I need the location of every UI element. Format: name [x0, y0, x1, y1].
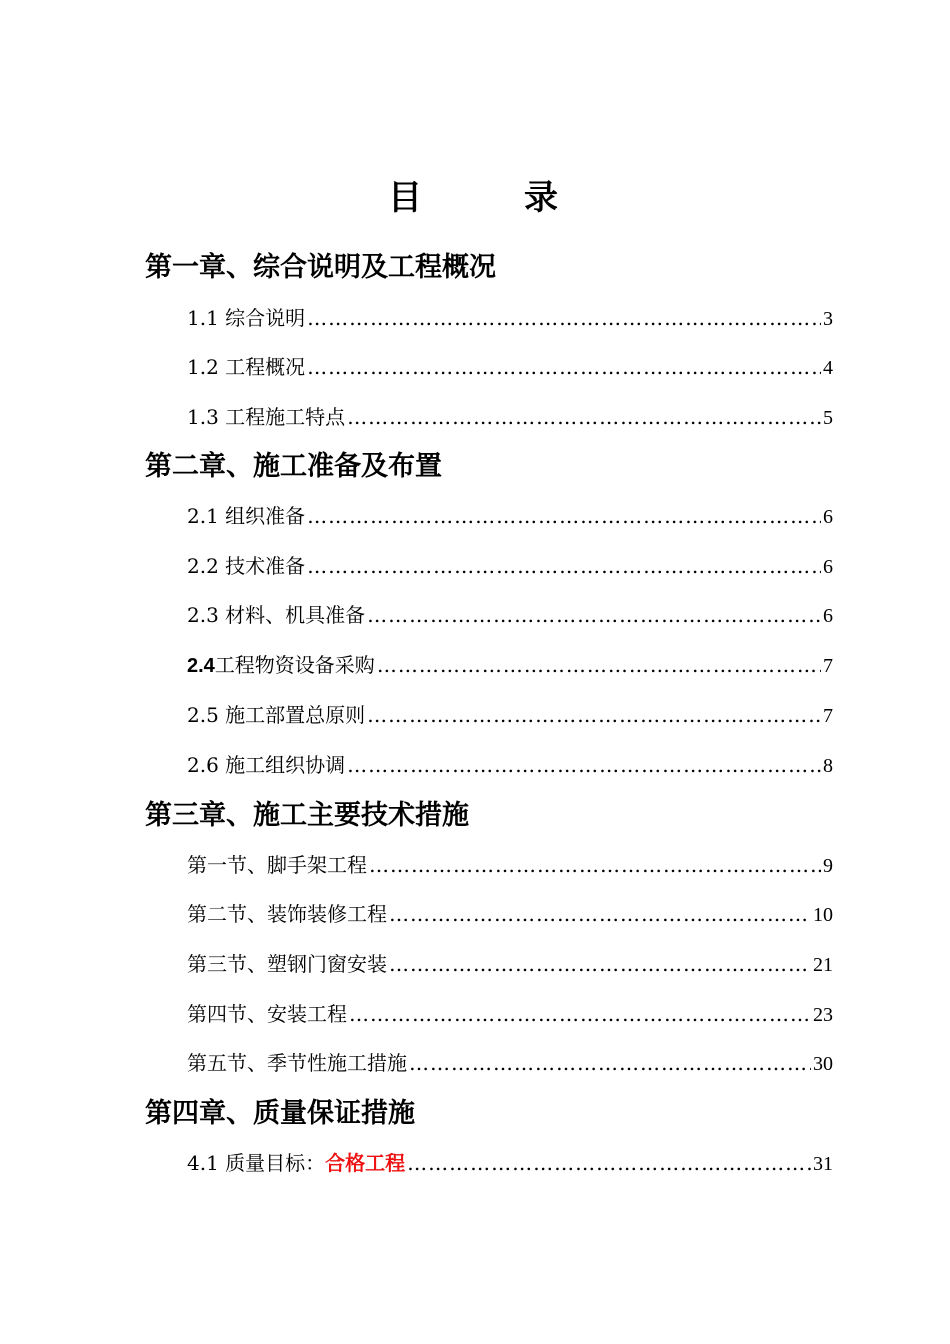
entry-page-number: 4 — [823, 357, 833, 379]
toc-entry-3-1[interactable] — [187, 850, 833, 880]
chapter-heading-4[interactable]: 第四章、质量保证措施 — [145, 1098, 415, 1129]
dot-leader — [307, 352, 821, 382]
entry-number: 2.4 — [187, 655, 215, 677]
entry-label: 第三节、塑钢门窗安装 — [187, 952, 387, 976]
dot-leader — [377, 650, 821, 680]
entry-page-number: 30 — [813, 1053, 833, 1075]
dot-leader — [367, 700, 821, 730]
toc-entry-2-4[interactable] — [187, 650, 833, 680]
entry-label: 2.6 施工组织协调 — [187, 753, 346, 777]
dot-leader — [367, 600, 821, 630]
dot-leader — [307, 551, 821, 581]
entry-page-number: 7 — [823, 705, 833, 727]
entry-label-text: 4.1 质量目标： — [187, 1151, 326, 1175]
entry-page-number: 21 — [813, 954, 833, 976]
dot-leader — [389, 949, 811, 979]
entry-label: 1.3 工程施工特点 — [187, 405, 346, 429]
dot-leader — [307, 303, 821, 333]
entry-page-number: 10 — [813, 904, 833, 926]
toc-entry-2-5[interactable] — [187, 700, 833, 730]
entry-label: 第一节、脚手架工程 — [187, 853, 367, 877]
entry-label-text: 工程物资设备采购 — [214, 653, 375, 677]
entry-page-number: 5 — [823, 407, 833, 429]
entry-label — [187, 650, 375, 681]
toc-entry-2-2[interactable] — [187, 551, 833, 581]
chapter-heading-1[interactable]: 第一章、综合说明及工程概况 — [145, 252, 496, 283]
entry-page-number: 6 — [823, 605, 833, 627]
toc-entry-1-2[interactable] — [187, 352, 833, 382]
entry-label: 2.2 技术准备 — [187, 554, 306, 578]
dot-leader — [307, 501, 821, 531]
toc-entry-1-3[interactable] — [187, 402, 833, 432]
dot-leader — [347, 402, 821, 432]
entry-page-number: 3 — [823, 308, 833, 330]
chapter-heading-2[interactable]: 第二章、施工准备及布置 — [145, 451, 442, 482]
page-title: 目 录 — [388, 178, 592, 218]
toc-entry-2-6[interactable] — [187, 750, 833, 780]
entry-label: 第五节、季节性施工措施 — [187, 1051, 407, 1075]
entry-label: 2.1 组织准备 — [187, 504, 306, 528]
toc-entry-3-3[interactable] — [187, 949, 833, 979]
entry-label — [187, 1148, 405, 1178]
entry-page-number: 9 — [823, 855, 833, 877]
entry-label: 1.1 综合说明 — [187, 306, 306, 330]
toc-entry-3-2[interactable] — [187, 899, 833, 929]
toc-entry-3-5[interactable] — [187, 1048, 833, 1078]
dot-leader — [407, 1148, 811, 1178]
entry-page-number: 6 — [823, 556, 833, 578]
entry-page-number: 6 — [823, 506, 833, 528]
toc-entry-1-1[interactable] — [187, 303, 833, 333]
quality-target-highlight: 合格工程 — [325, 1151, 406, 1175]
toc-entry-2-1[interactable] — [187, 501, 833, 531]
entry-label: 2.3 材料、机具准备 — [187, 603, 366, 627]
dot-leader — [409, 1048, 811, 1078]
dot-leader — [389, 899, 811, 929]
entry-label: 2.5 施工部置总原则 — [187, 703, 366, 727]
entry-label: 1.2 工程概况 — [187, 355, 306, 379]
entry-label: 第二节、装饰装修工程 — [187, 902, 387, 926]
dot-leader — [347, 750, 821, 780]
entry-page-number: 7 — [823, 655, 833, 677]
dot-leader — [349, 999, 811, 1029]
entry-page-number: 23 — [813, 1004, 833, 1026]
toc-entry-3-4[interactable] — [187, 999, 833, 1029]
entry-page-number: 8 — [823, 755, 833, 777]
toc-entry-4-1[interactable] — [187, 1148, 833, 1178]
entry-label: 第四节、安装工程 — [187, 1002, 347, 1026]
chapter-heading-3[interactable]: 第三章、施工主要技术措施 — [145, 800, 469, 831]
dot-leader — [369, 850, 821, 880]
toc-entry-2-3[interactable] — [187, 600, 833, 630]
entry-page-number: 31 — [813, 1153, 833, 1175]
